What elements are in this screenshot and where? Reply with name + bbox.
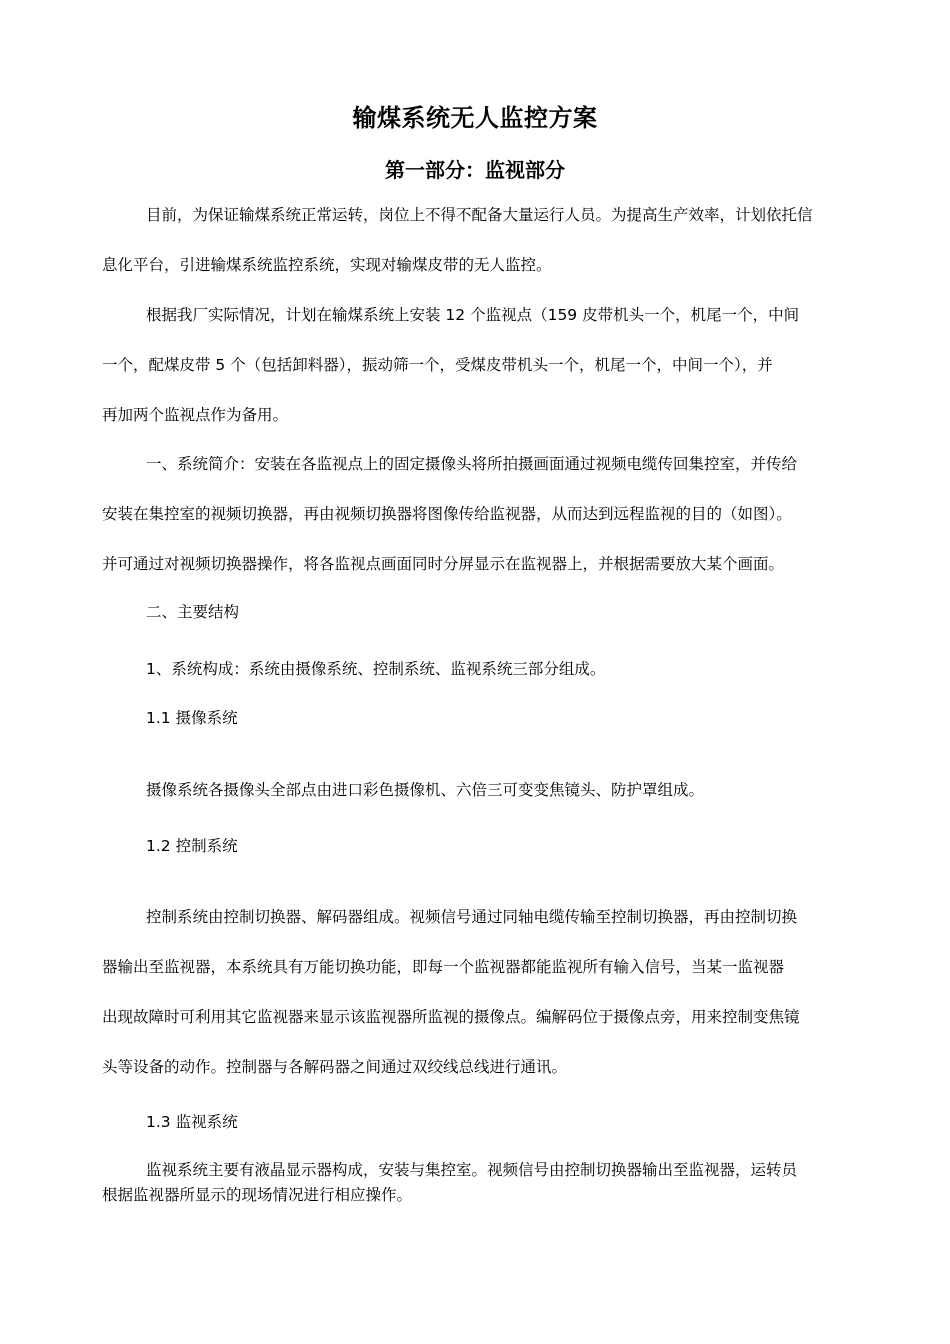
paragraph-line: 根据我厂实际情况，计划在输煤系统上安装 12 个监视点（159 皮带机头一个，机尾一个，中间 [146, 306, 800, 324]
paragraph-plan [102, 290, 860, 440]
paragraph-line: 控制系统由控制切换器、解码器组成。视频信号通过同轴电缆传输至控制切换器，再由控制切换 [146, 908, 798, 926]
paragraph-control-system [102, 892, 860, 1092]
paragraph-line: 根据监视器所显示的现场情况进行相应操作。 [102, 1186, 413, 1204]
paragraph-line: 器输出至监视器，本系统具有万能切换功能，即每一个监视器都能监视所有输入信号，当某一监视器 [102, 958, 785, 976]
paragraph-intro [102, 190, 860, 290]
paragraph-line: 息化平台，引进输煤系统监控系统，实现对输煤皮带的无人监控。 [102, 256, 552, 274]
paragraph-line: 安装在集控室的视频切换器，再由视频切换器将图像传给监视器，从而达到远程监视的目的（如图）。 [102, 505, 792, 523]
paragraph-line: 头等设备的动作。控制器与各解码器之间通过双绞线总线进行通讯。 [102, 1058, 568, 1076]
paragraph-line: 再加两个监视点作为备用。 [102, 406, 289, 424]
heading-control-system: 1.2 控制系统 [146, 837, 238, 855]
paragraph-monitor-system [102, 1158, 860, 1208]
paragraph-line: 目前，为保证输煤系统正常运转，岗位上不得不配备大量运行人员。为提高生产效率，计划依托信 [146, 206, 813, 224]
paragraph-line: 监视系统主要有液晶显示器构成，安装与集控室。视频信号由控制切换器输出至监视器，运转员 [146, 1161, 798, 1179]
paragraph-line: 并可通过对视频切换器操作，将各监视点画面同时分屏显示在监视器上，并根据需要放大某个画面。 [102, 555, 785, 573]
section-title: 第一部分：监视部分 [385, 158, 565, 182]
heading-camera-system: 1.1 摄像系统 [146, 709, 238, 727]
paragraph-line: 一个，配煤皮带 5 个（包括卸料器），振动筛一个，受煤皮带机头一个，机尾一个，中间一个），并 [102, 356, 773, 374]
heading-composition: 1、系统构成：系统由摄像系统、控制系统、监视系统三部分组成。 [146, 660, 606, 678]
heading-main-structure: 二、主要结构 [146, 603, 240, 621]
paragraph-line: 出现故障时可利用其它监视器来显示该监视器所监视的摄像点。编解码位于摄像点旁，用来控制变焦镜 [102, 1008, 800, 1026]
heading-monitor-system: 1.3 监视系统 [146, 1113, 238, 1131]
paragraph-system-intro [102, 439, 860, 589]
paragraph-line: 一、系统简介：安装在各监视点上的固定摄像头将所拍摄画面通过视频电缆传回集控室，并传给 [146, 455, 798, 473]
paragraph-camera-system: 摄像系统各摄像头全部点由进口彩色摄像机、六倍三可变变焦镜头、防护罩组成。 [146, 781, 705, 799]
document-title: 输煤系统无人监控方案 [352, 104, 598, 132]
